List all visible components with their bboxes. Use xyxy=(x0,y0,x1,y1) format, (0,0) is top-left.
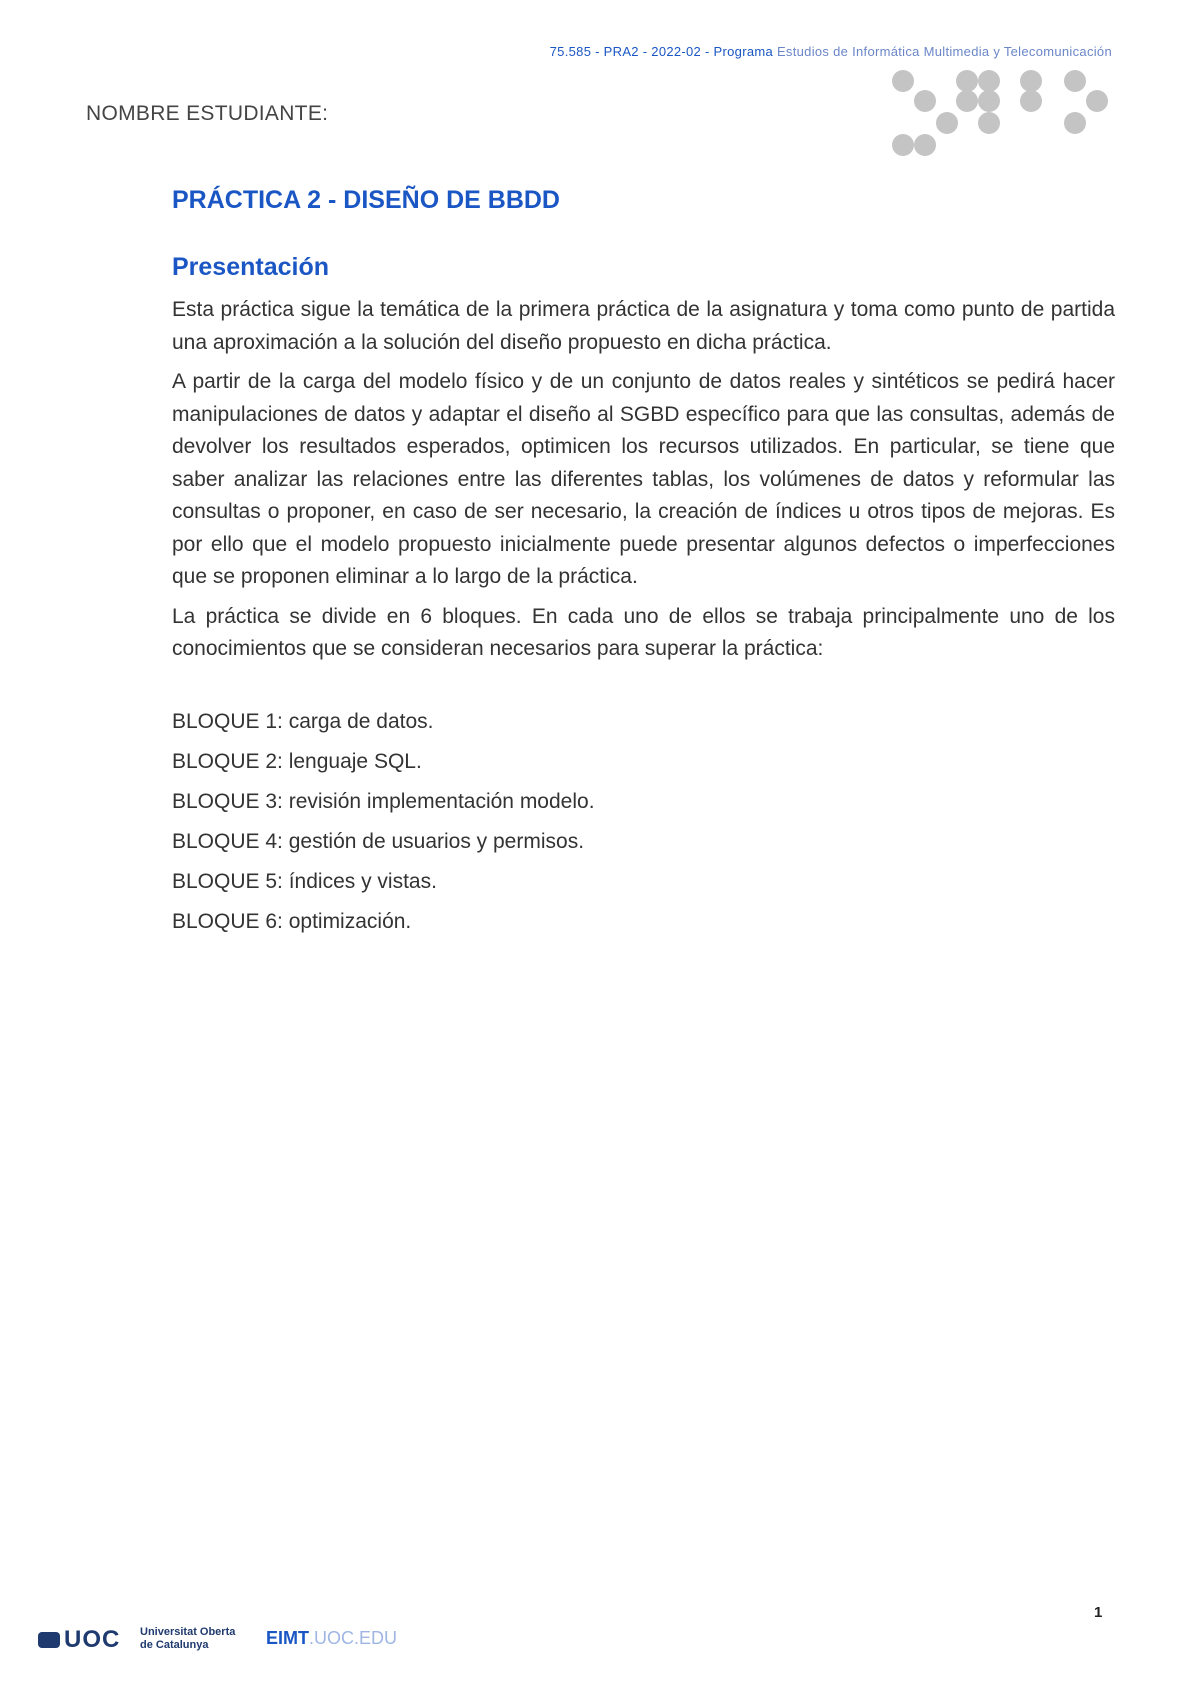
paragraph-intro: Esta práctica sigue la temática de la primera práctica de la asignatura y toma como punto de partida una aproximación a la solución del diseño propuesto en dicha práctica. xyxy=(172,298,1115,354)
university-name-line2: de Catalunya xyxy=(140,1639,209,1651)
document-body xyxy=(172,178,1115,946)
course-code: 75.585 - PRA2 - 2022-02 - Programa xyxy=(549,44,774,59)
page-number: 1 xyxy=(1094,1604,1103,1621)
list-item-block-2: BLOQUE 2: lenguaje SQL. xyxy=(172,749,422,773)
footer xyxy=(38,1622,638,1658)
eimt-logo-domain: .UOC.EDU xyxy=(309,1628,398,1648)
section-title-presentation: Presentación xyxy=(172,253,330,281)
university-name-line1: Universitat Oberta xyxy=(140,1626,236,1638)
uoc-logo-icon xyxy=(38,1632,60,1648)
list-item-block-3: BLOQUE 3: revisión implementación modelo. xyxy=(172,789,595,813)
uoc-logo-text: UOC xyxy=(64,1626,121,1653)
paragraph-details: A partir de la carga del modelo físico y de un conjunto de datos reales y sintéticos se pedirá hacer manipulaciones de datos y adaptar el diseño al SGBD específico para que las consultas, además de devolver los resultados esperados, optimicen los recursos utilizados. En particular, se tiene que saber analizar las relaciones entre las diferentes tablas, los volúmenes de datos y reformular las consultas o proponer, en caso de ser necesario, la creación de índices u otros tipos de mejoras. Es por ello que el modelo propuesto inicialmente puede presentar algunos defectos o imperfecciones que se proponen eliminar a lo largo de la práctica. xyxy=(172,370,1115,588)
list-item-block-6: BLOQUE 6: optimización. xyxy=(172,909,412,933)
list-item-block-1: BLOQUE 1: carga de datos. xyxy=(172,709,434,733)
document-title: PRÁCTICA 2 - DISEÑO DE BBDD xyxy=(172,186,560,214)
dot-pattern-icon xyxy=(880,70,1120,170)
list-item-block-5: BLOQUE 5: índices y vistas. xyxy=(172,869,437,893)
eimt-logo xyxy=(266,1628,397,1649)
student-name-label: NOMBRE ESTUDIANTE: xyxy=(86,102,329,125)
blocks-list xyxy=(172,706,1115,938)
eimt-logo-bold: EIMT xyxy=(266,1628,309,1648)
list-item-block-4: BLOQUE 4: gestión de usuarios y permisos. xyxy=(172,829,585,853)
program-name: Estudios de Informática Multimedia y Telecomunicación xyxy=(776,44,1112,59)
paragraph-blocks-intro: La práctica se divide en 6 bloques. En cada uno de ellos se trabaja principalmente uno de los conocimientos que se consideran necesarios para superar la práctica: xyxy=(172,604,1115,660)
university-name xyxy=(140,1626,260,1652)
uoc-logo xyxy=(38,1626,120,1654)
running-header xyxy=(550,44,1112,59)
